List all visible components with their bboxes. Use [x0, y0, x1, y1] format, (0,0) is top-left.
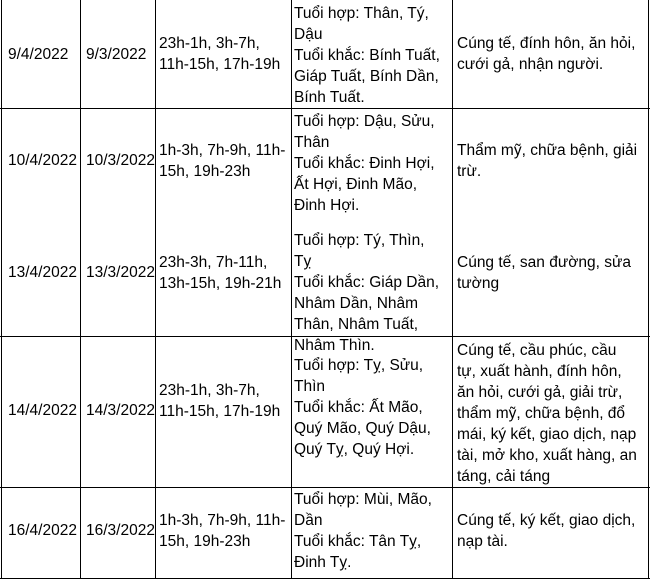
cell-line: 11h-15h, 17h-19h: [159, 56, 281, 73]
compatible-ages-cell: [294, 3, 440, 108]
cell-line: Quý Mão, Quý Dậu,: [294, 420, 431, 437]
cell-line: Tuổi khắc: Đinh Hợi,: [294, 155, 435, 172]
cell-line: 11h-15h, 17h-19h: [159, 403, 281, 420]
compatible-ages-cell: [294, 230, 439, 356]
good-hours-cell: [159, 380, 280, 422]
cell-line: Dần: [294, 512, 323, 529]
column-divider: [1, 0, 2, 578]
cell-line: táng, cải táng: [457, 468, 551, 485]
cell-line: Quý Tỵ, Quý Hợi.: [294, 441, 415, 458]
cell-line: Cúng tế, đính hôn, ăn hỏi,: [457, 35, 636, 52]
cell-line: Tuổi khắc: Tân Tỵ,: [294, 533, 422, 550]
cell-line: Tuổi khắc: Bính Tuất,: [294, 47, 440, 64]
column-divider: [80, 0, 81, 578]
cell-line: cưới gả, nhận người.: [457, 56, 604, 73]
lunar-date-cell: 14/3/2022: [86, 402, 155, 419]
cell-line: 15h, 19h-23h: [159, 163, 251, 180]
cell-line: mái, ký kết, giao dịch, nạp: [457, 426, 637, 443]
cell-line: Tuổi khắc: Ất Mão,: [294, 399, 423, 416]
cell-line: 1h-3h, 7h-9h, 11h-: [159, 142, 286, 159]
cell-line: Thẩm mỹ, chữa bệnh, giải: [457, 142, 638, 159]
activities-cell: [457, 252, 631, 294]
cell-line: Cúng tế, ký kết, giao dịch,: [457, 512, 636, 529]
row-divider: [0, 108, 650, 109]
cell-line: Tuổi khắc: Giáp Dần,: [294, 274, 440, 291]
cell-line: 15h, 19h-23h: [159, 533, 251, 550]
cell-line: Tuổi hợp: Tý, Thìn,: [294, 232, 425, 249]
cell-line: Đinh Tỵ.: [294, 554, 352, 571]
lunar-date-cell: 13/3/2022: [86, 264, 155, 281]
solar-date-cell: 9/4/2022: [8, 46, 69, 63]
activities-cell: [457, 33, 635, 75]
cell-line: Tuổi hợp: Mùi, Mão,: [294, 491, 432, 508]
good-hours-cell: [159, 33, 280, 75]
cell-line: Thìn: [294, 378, 326, 395]
column-divider: [648, 0, 649, 578]
good-hours-cell: [159, 252, 281, 294]
row-divider: [0, 487, 650, 488]
solar-date-cell: 13/4/2022: [8, 264, 77, 281]
cell-line: tự, xuất hành, đính hôn,: [457, 363, 622, 380]
cell-line: Ất Hợi, Đinh Mão,: [294, 176, 418, 193]
cell-line: Nhâm Thìn.: [294, 337, 375, 354]
activities-cell: [457, 510, 635, 552]
cell-line: Cúng tế, san đường, sửa: [457, 254, 631, 271]
cell-line: ăn hỏi, cưới gả, giải trừ,: [457, 384, 623, 401]
cell-line: Tuổi hợp: Dậu, Sửu,: [294, 113, 435, 130]
cell-line: 23h-1h, 3h-7h,: [159, 382, 260, 399]
cell-line: Dậu: [294, 26, 323, 43]
cell-line: Đinh Hợi.: [294, 197, 360, 214]
cell-line: Tuổi hợp: Thân, Tý,: [294, 5, 429, 22]
solar-date-cell: 16/4/2022: [8, 522, 77, 539]
column-divider: [452, 0, 453, 578]
compatible-ages-cell: [294, 355, 431, 460]
cell-line: tường: [457, 275, 500, 292]
compatible-ages-cell: [294, 111, 435, 216]
good-hours-cell: [159, 510, 285, 552]
solar-date-cell: 10/4/2022: [8, 152, 77, 169]
cell-line: Tuổi hợp: Tỵ, Sửu,: [294, 357, 424, 374]
cell-line: Giáp Tuất, Bính Dần,: [294, 68, 439, 85]
cell-line: 23h-1h, 3h-7h,: [159, 35, 260, 52]
cell-line: 23h-3h, 7h-11h,: [159, 254, 268, 271]
activities-cell: [457, 140, 637, 182]
cell-line: trừ.: [457, 163, 482, 180]
good-hours-cell: [159, 140, 285, 182]
lunar-date-cell: 16/3/2022: [86, 522, 155, 539]
cell-line: Bính Tuất.: [294, 89, 365, 106]
activities-cell: [457, 340, 637, 487]
column-divider: [291, 0, 292, 578]
cell-line: nạp tài.: [457, 533, 508, 550]
cell-line: thẩm mỹ, chữa bệnh, đổ: [457, 405, 626, 422]
cell-line: tài, mở kho, xuất hàng, an: [457, 447, 637, 464]
cell-line: Cúng tế, cầu phúc, cầu: [457, 342, 617, 359]
compatible-ages-cell: [294, 489, 432, 573]
lunar-date-cell: 10/3/2022: [86, 152, 155, 169]
cell-line: 1h-3h, 7h-9h, 11h-: [159, 512, 286, 529]
cell-line: Tỵ: [294, 253, 312, 270]
lunar-date-cell: 9/3/2022: [86, 46, 147, 63]
cell-line: Thân, Nhâm Tuất,: [294, 316, 419, 333]
cell-line: Nhâm Dần, Nhâm: [294, 295, 419, 312]
column-divider: [155, 0, 156, 578]
solar-date-cell: 14/4/2022: [8, 402, 77, 419]
cell-line: 13h-15h, 19h-21h: [159, 275, 282, 292]
cell-line: Thân: [294, 134, 330, 151]
